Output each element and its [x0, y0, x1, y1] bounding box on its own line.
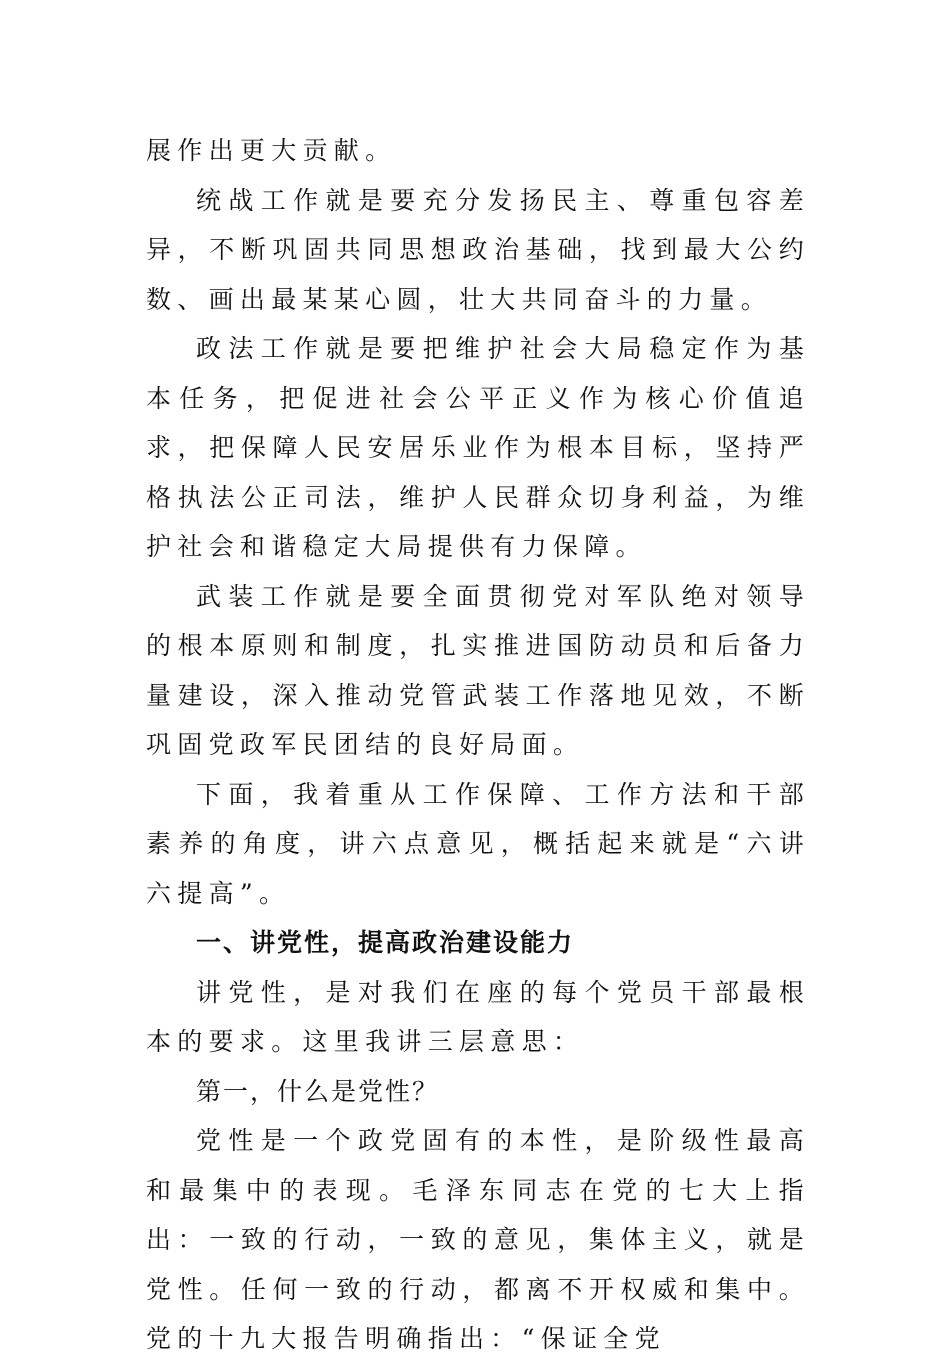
paragraph-party-spirit-definition: 党性是一个政党固有的本性，是阶级性最高和最集中的表现。毛泽东同志在党的七大上指出：一致的行动，一致的意见，集体主义，就是党性。任何一致的行动，都离不开权威和集中。党的十九大报告明确指出：“保证全党: [146, 1126, 810, 1353]
document-body: [146, 126, 810, 1364]
paragraph-united-front: 统战工作就是要充分发扬民主、尊重包容差异，不断巩固共同思想政治基础，找到最大公约数、画出最某某心圆，壮大共同奋斗的力量。: [146, 185, 810, 314]
paragraph-political-legal: 政法工作就是要把维护社会大局稳定作为基本任务，把促进社会公平正义作为核心价值追求，把保障人民安居乐业作为根本目标，坚持严格执法公正司法，维护人民群众切身利益，为维护社会和谐稳定大局提供有力保障。: [146, 334, 810, 561]
paragraph-party-spirit-intro: 讲党性，是对我们在座的每个党员干部最根本的要求。这里我讲三层意思：: [146, 977, 810, 1056]
paragraph-six-points-intro: 下面，我着重从工作保障、工作方法和干部素养的角度，讲六点意见，概括起来就是“六讲六提高”。: [146, 779, 810, 908]
paragraph-armed-forces: 武装工作就是要全面贯彻党对军队绝对领导的根本原则和制度，扎实推进国防动员和后备力量建设，深入推动党管武装工作落地见效，不断巩固党政军民团结的良好局面。: [146, 581, 810, 759]
section-heading-party-spirit: 一、讲党性，提高政治建设能力: [196, 928, 575, 957]
subheading-what-is-party-spirit: 第一，什么是党性？: [196, 1076, 440, 1106]
paragraph-continuation: 展作出更大贡献。: [146, 136, 397, 165]
